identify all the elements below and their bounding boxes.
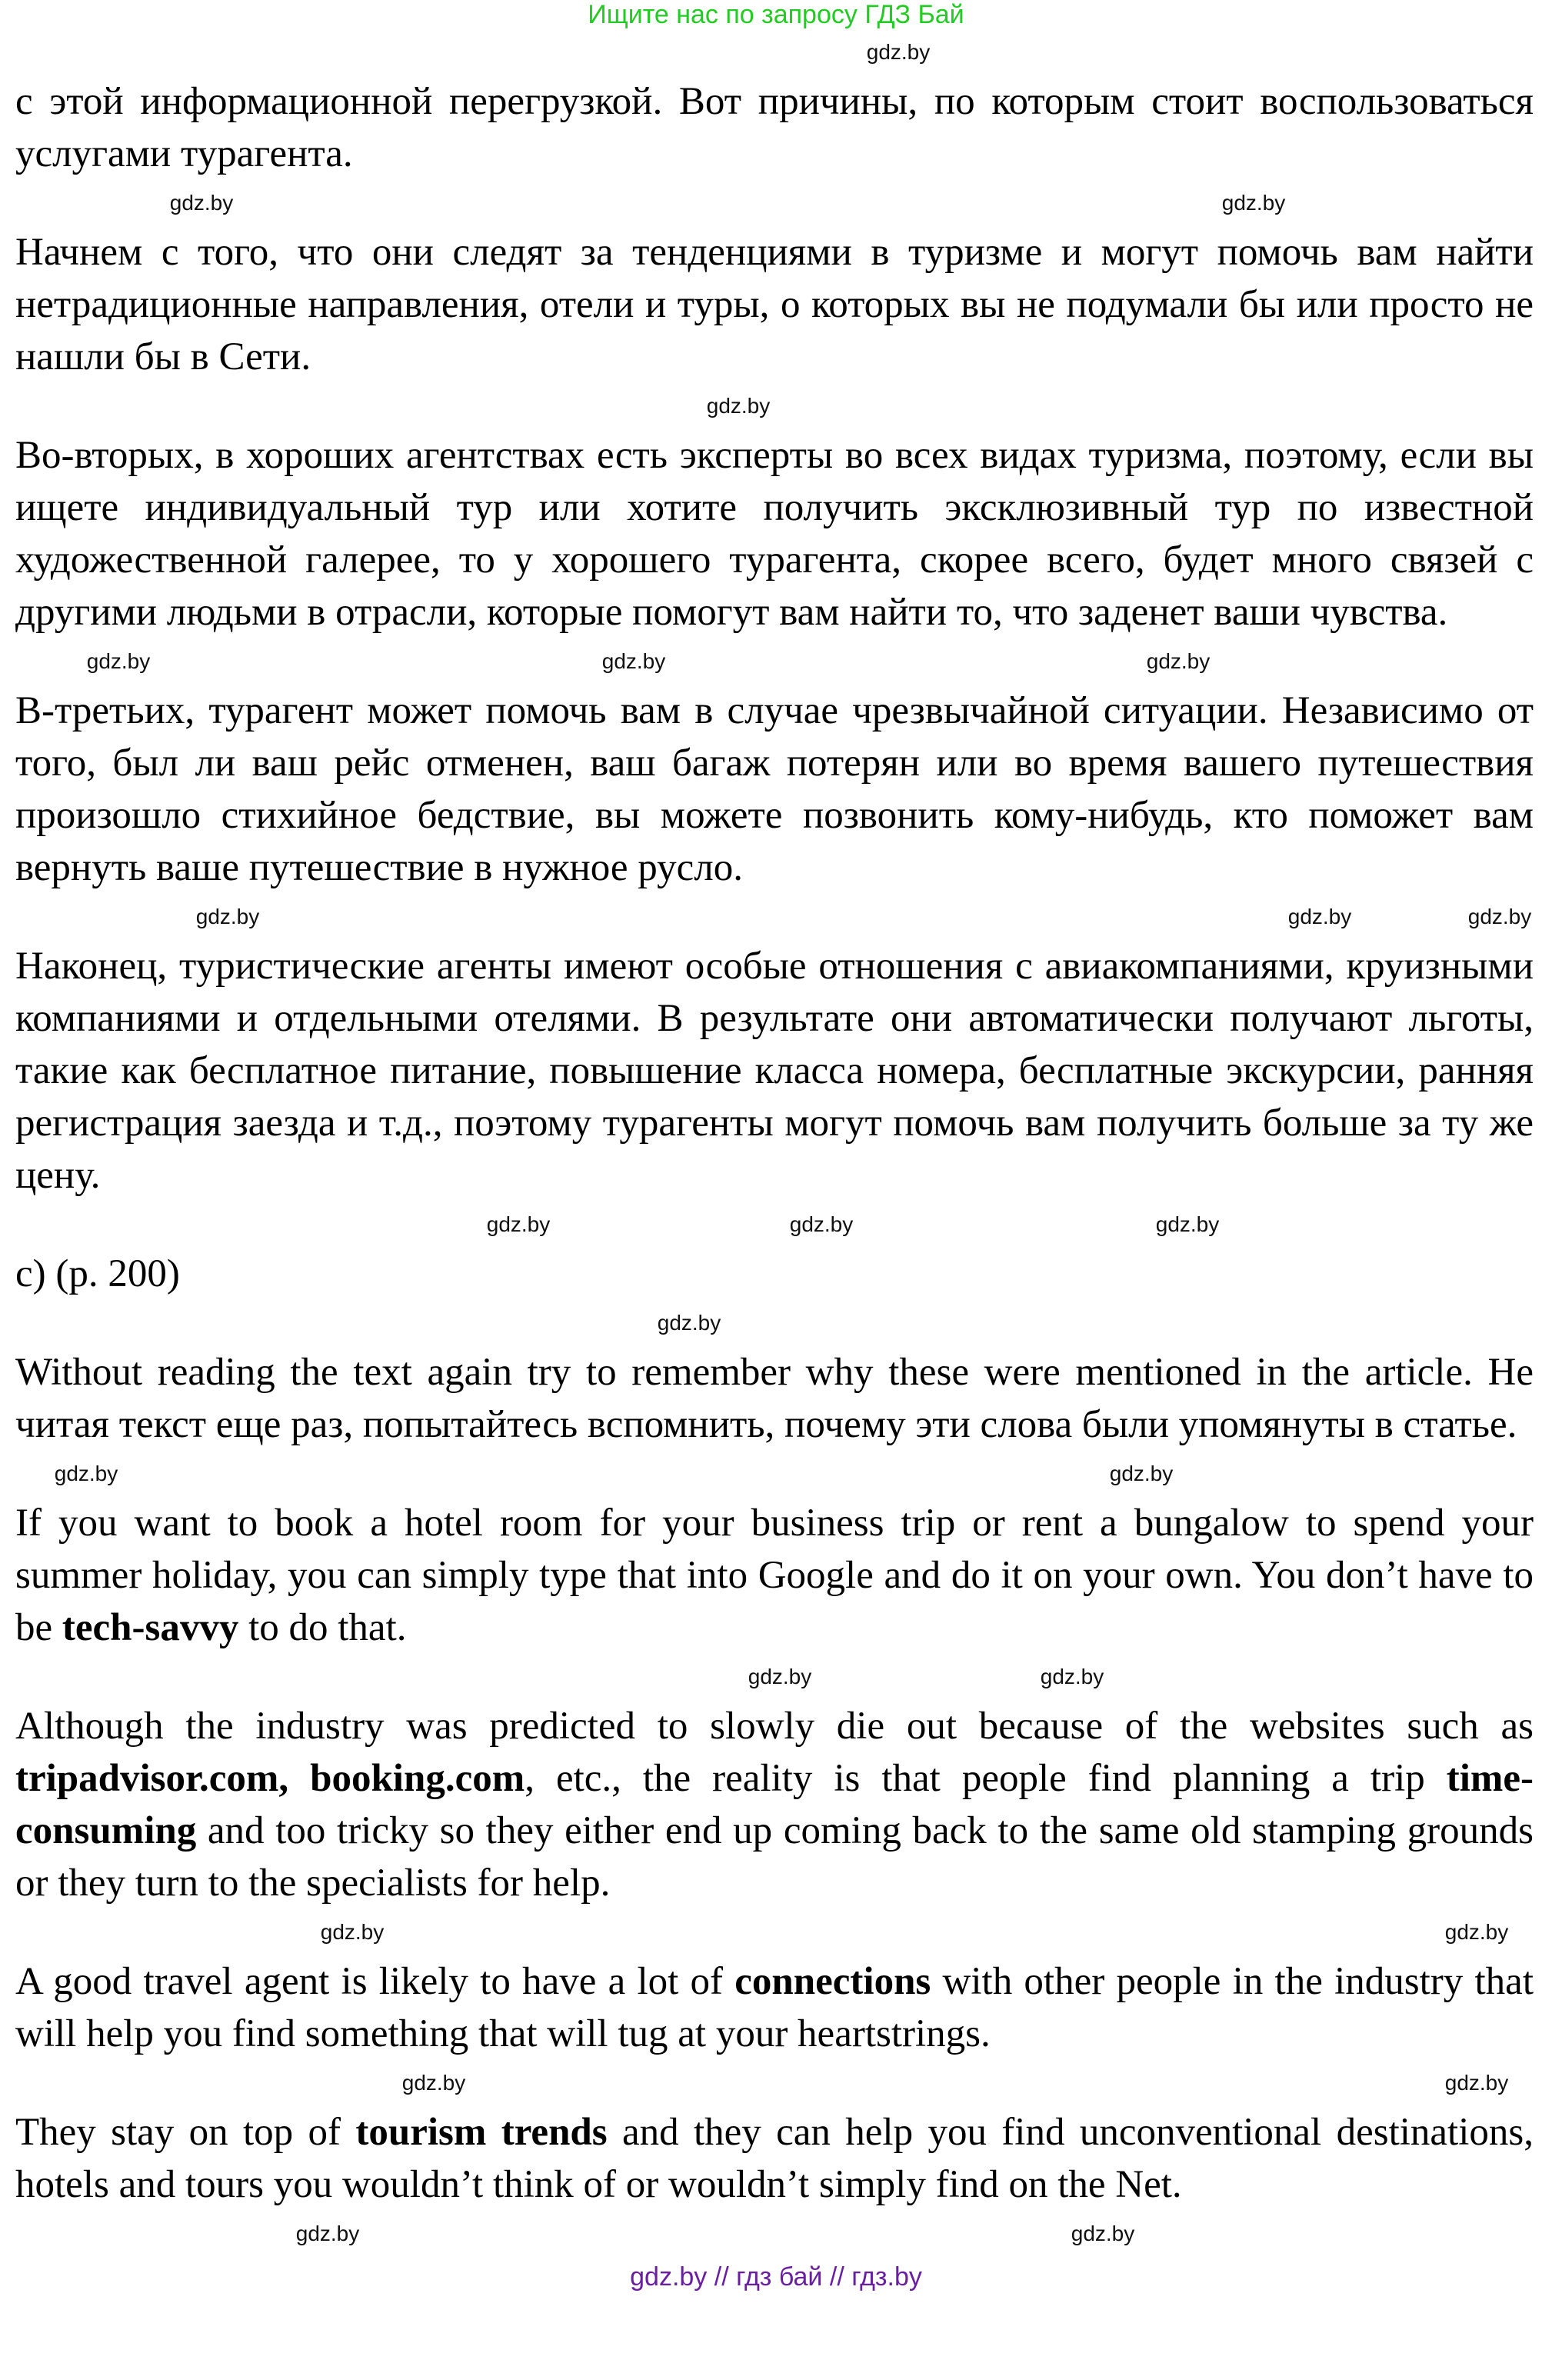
paragraph — [15, 226, 1534, 383]
watermark: gdz.by — [169, 191, 234, 215]
watermark: gdz.by — [866, 40, 931, 64]
watermark: gdz.by — [401, 2071, 466, 2095]
watermark-row — [15, 894, 1534, 940]
paragraph — [15, 429, 1534, 638]
watermark: gdz.by — [1071, 2222, 1135, 2245]
text-run: Во-вторых, в хороших агентствах есть эксперты во всех видах туризма, поэтому, если вы ищете индивидуальный тур или хотите получить эксклюзивный тур по известной художественной галерее, то у хорошего турагента, скорее всего, будет много связей с другими людьми в отрасли, которые помогут вам найти то, что заденет ваши чувства. — [15, 434, 1534, 634]
text-run: and they can help you find unconventional destinations, hotels and tours you wouldn’t think of or wouldn’t simply find on the Net. — [15, 2111, 1534, 2206]
text-run: A good travel agent is likely to have a lot of — [15, 1960, 735, 2003]
watermark: gdz.by — [195, 905, 260, 928]
watermark-row — [15, 180, 1534, 226]
watermark: gdz.by — [295, 2222, 360, 2245]
paragraph — [15, 1497, 1534, 1654]
watermark: gdz.by — [1040, 1665, 1104, 1688]
watermark-row — [15, 1909, 1534, 1955]
watermark: gdz.by — [86, 649, 151, 673]
bold-term: connections — [734, 1960, 931, 2003]
paragraph — [15, 1955, 1534, 2060]
watermark-row — [15, 2060, 1534, 2106]
watermark: gdz.by — [486, 1212, 551, 1236]
text-run: with other people in the industry that will help you find something that will tug at your heartstrings. — [15, 1960, 1534, 2055]
watermark: gdz.by — [601, 649, 666, 673]
bold-term: tripadvisor.com, booking.com — [15, 1757, 525, 1800]
paragraph — [15, 75, 1534, 180]
paragraph — [15, 1346, 1534, 1451]
watermark-row — [15, 1451, 1534, 1497]
watermark: gdz.by — [1467, 905, 1532, 928]
bold-term: tourism trends — [355, 2111, 608, 2154]
watermark: gdz.by — [1444, 1920, 1509, 1944]
watermark-row — [15, 2211, 1534, 2257]
text-run: с этой информационной перегрузкой. Вот причины, по которым стоит воспользоваться услугами турагента. — [15, 80, 1534, 175]
text-run: and too tricky so they either end up coming back to the same old stamping grounds or they turn to the specialists for help. — [15, 1809, 1534, 1905]
paragraph — [15, 1248, 1534, 1300]
watermark-row — [15, 29, 1534, 75]
watermark: gdz.by — [1109, 1462, 1174, 1485]
text-run: Although the industry was predicted to slowly die out because of the websites such as — [15, 1705, 1534, 1748]
text-run: Without reading the text again try to remember why these were mentioned in the article. Не читая текст еще раз, попытайтесь вспомнить, почему эти слова были упомянуты в статье. — [15, 1351, 1534, 1446]
text-run: , etc., the reality is that people find planning a trip — [525, 1757, 1447, 1800]
watermark: gdz.by — [1287, 905, 1352, 928]
search-hint-banner: Ищите нас по запросу ГДЗ Бай — [588, 0, 964, 29]
paragraph — [15, 940, 1534, 1202]
watermark: gdz.by — [1221, 191, 1286, 215]
text-run: Начнем с того, что они следят за тенденциями в туризме и могут помочь вам найти нетрадиционные направления, отели и туры, о которых вы не подумали бы или просто не нашли бы в Сети. — [15, 231, 1534, 378]
document-body — [15, 29, 1534, 2257]
text-run: If you want to book a hotel room for your business trip or rent a bungalow to spend your summer holiday, you can simply type that into Google and do it on your own. You don’t have to be — [15, 1502, 1534, 1649]
text-run: Наконец, туристические агенты имеют особые отношения с авиакомпаниями, круизными компаниями и отдельными отелями. В результате они автоматически получают льготы, такие как бесплатное питание, повышение класса номера, бесплатные экскурсии, ранняя регистрация заезда и т.д., поэтому турагенты могут помочь вам получить больше за ту же цену. — [15, 945, 1534, 1197]
watermark-row — [15, 383, 1534, 429]
watermark: gdz.by — [1155, 1212, 1220, 1236]
paragraph — [15, 685, 1534, 894]
watermark: gdz.by — [1146, 649, 1211, 673]
watermark: gdz.by — [320, 1920, 385, 1944]
watermark: gdz.by — [706, 394, 771, 418]
bold-term: time-consuming — [15, 1757, 1534, 1852]
text-run: They stay on top of — [15, 2111, 356, 2154]
watermark: gdz.by — [1444, 2071, 1509, 2095]
watermark: gdz.by — [748, 1665, 812, 1688]
watermark-row — [15, 1654, 1534, 1700]
paragraph — [15, 1700, 1534, 1909]
watermark-row — [15, 638, 1534, 685]
watermark: gdz.by — [657, 1311, 721, 1335]
paragraph — [15, 2106, 1534, 2211]
text-run: to do that. — [238, 1606, 407, 1649]
footer-links[interactable]: gdz.by // гдз бай // гдз.by — [630, 2262, 922, 2292]
bold-term: tech-savvy — [62, 1606, 239, 1649]
watermark: gdz.by — [789, 1212, 854, 1236]
watermark: gdz.by — [54, 1462, 118, 1485]
text-run: В-третьих, турагент может помочь вам в случае чрезвычайной ситуации. Независимо от того, был ли ваш рейс отменен, ваш багаж потерян или во время вашего путешествия произошло стихийное бедствие, вы можете позвонить кому-нибудь, кто поможет вам вернуть ваше путешествие в нужное русло. — [15, 689, 1534, 889]
text-run: c) (p. 200) — [15, 1252, 180, 1295]
watermark-row — [15, 1300, 1534, 1346]
watermark-row — [15, 1202, 1534, 1248]
